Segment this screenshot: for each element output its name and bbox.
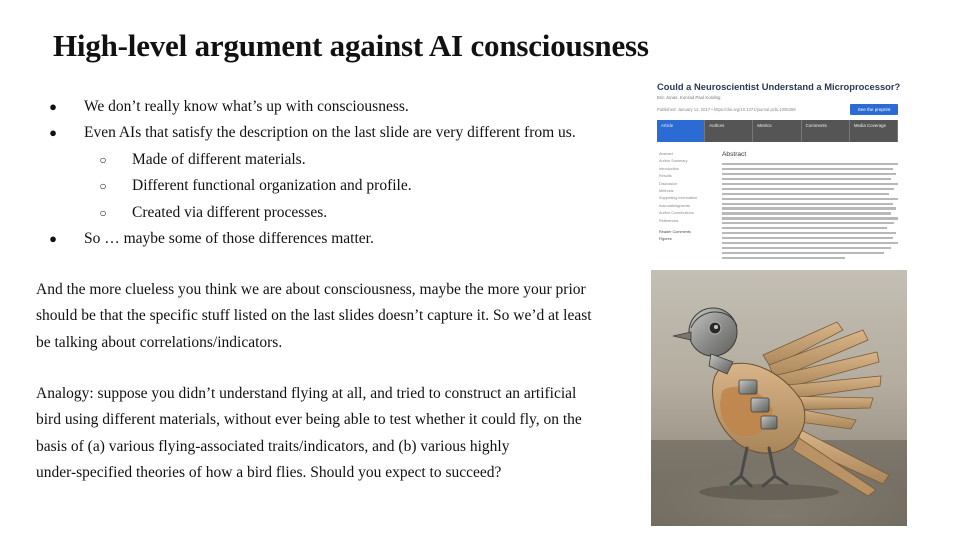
abstract-text-line — [722, 242, 898, 244]
sidebar-item: Figures — [659, 237, 672, 242]
abstract-text-line — [722, 178, 891, 180]
sidebar-item: Abstract — [659, 152, 673, 156]
abstract-text-line — [722, 212, 891, 214]
abstract-text-line — [722, 193, 889, 195]
sidebar-item: Reader Comments — [659, 230, 691, 235]
sub-bullet-item: ○ Made of different materials. — [48, 147, 608, 173]
paper-sidebar — [659, 151, 715, 244]
analogy-paragraph — [36, 381, 611, 486]
clueless-paragraph — [36, 277, 611, 356]
abstract-text-line — [722, 163, 898, 165]
sidebar-item: Author Contributions — [659, 211, 694, 216]
sidebar-item: Author Summary — [659, 159, 688, 164]
robot-bird-image — [651, 270, 907, 526]
abstract-text-line — [722, 232, 896, 234]
paragraph-line: be talking about correlations/indicators. — [36, 333, 283, 351]
abstract-text-line — [722, 247, 891, 249]
abstract-heading: Abstract — [722, 151, 747, 158]
paper-meta: Published: January 12, 2017 • https://doi.org/10.1371/journal.pcbi.1005268 — [657, 107, 796, 112]
sidebar-item: Acknowledgments — [659, 203, 690, 208]
paragraph-line: Analogy: suppose you didn’t understand flying at all, and tried to construct an artificial — [36, 385, 577, 402]
tab-article: Article — [657, 120, 705, 142]
abstract-text-line — [722, 198, 898, 200]
abstract-text-line — [722, 207, 896, 209]
abstract-text-line — [722, 173, 896, 175]
abstract-text-line — [722, 252, 884, 254]
sidebar-item: Discussion — [659, 181, 678, 186]
sub-bullet-circle: ○ — [99, 205, 107, 220]
paper-screenshot — [651, 75, 906, 263]
preprint-button: See the preprint — [850, 104, 898, 115]
bullet-dot: ● — [49, 99, 57, 114]
abstract-text-line — [722, 222, 894, 224]
paper-title: Could a Neuroscientist Understand a Microprocessor? — [657, 81, 901, 92]
abstract-text-line — [722, 227, 887, 229]
abstract-text-line — [722, 188, 894, 190]
bullet-item: ● Even AIs that satisfy the description on the last slide are very different from us. — [48, 120, 608, 146]
tab-metrics: Metrics — [753, 120, 801, 142]
slide-title: High-level argument against AI consciousness — [53, 28, 649, 63]
sidebar-item: Results — [659, 174, 672, 179]
bullet-item: ● So … maybe some of those differences matter. — [48, 226, 608, 252]
paragraph-line: under-specified theories of how a bird flies. Should you expect to succeed? — [36, 463, 502, 481]
abstract-text-line — [722, 237, 893, 239]
paper-authors: Eric Jonas, Konrad Paul Kording — [657, 95, 721, 100]
paragraph-line: And the more clueless you think we are about consciousness, maybe the more your prior — [36, 281, 586, 298]
abstract-text-line — [722, 183, 898, 185]
tab-authors: Authors — [705, 120, 753, 142]
abstract-text-lines — [722, 163, 898, 262]
bullet-list — [48, 94, 608, 252]
sub-bullet-item: ○ Different functional organization and profile. — [48, 173, 608, 199]
sub-bullet-circle: ○ — [99, 152, 107, 167]
bullet-item: ● We don’t really know what’s up with consciousness. — [48, 94, 608, 120]
robot-bird-illustration — [651, 270, 907, 526]
abstract-text-line — [722, 217, 898, 219]
tab-comments: Comments — [802, 120, 850, 142]
paragraph-line: bird using different materials, without ever being able to test whether it could fly, on the — [36, 411, 582, 429]
tab-media-coverage: Media Coverage — [850, 120, 898, 142]
abstract-text-line — [722, 203, 893, 205]
sub-bullet-item: ○ Created via different processes. — [48, 200, 608, 226]
bullet-dot: ● — [49, 230, 57, 246]
sub-bullet-circle: ○ — [99, 179, 107, 194]
paragraph-line: should be that the specific stuff listed on the last slides doesn’t capture it. So we’d at least — [36, 307, 592, 325]
sidebar-item: Introduction — [659, 166, 679, 171]
sidebar-item: Methods — [659, 189, 674, 194]
abstract-text-line — [722, 168, 893, 170]
bullet-dot: ● — [49, 125, 57, 141]
sidebar-item: Supporting information — [659, 196, 698, 201]
paper-tabs — [657, 120, 898, 142]
sidebar-item: References — [659, 218, 679, 223]
abstract-text-line — [722, 257, 845, 259]
paragraph-line: basis of (a) various flying-associated traits/indicators, and (b) various highly — [36, 437, 510, 455]
